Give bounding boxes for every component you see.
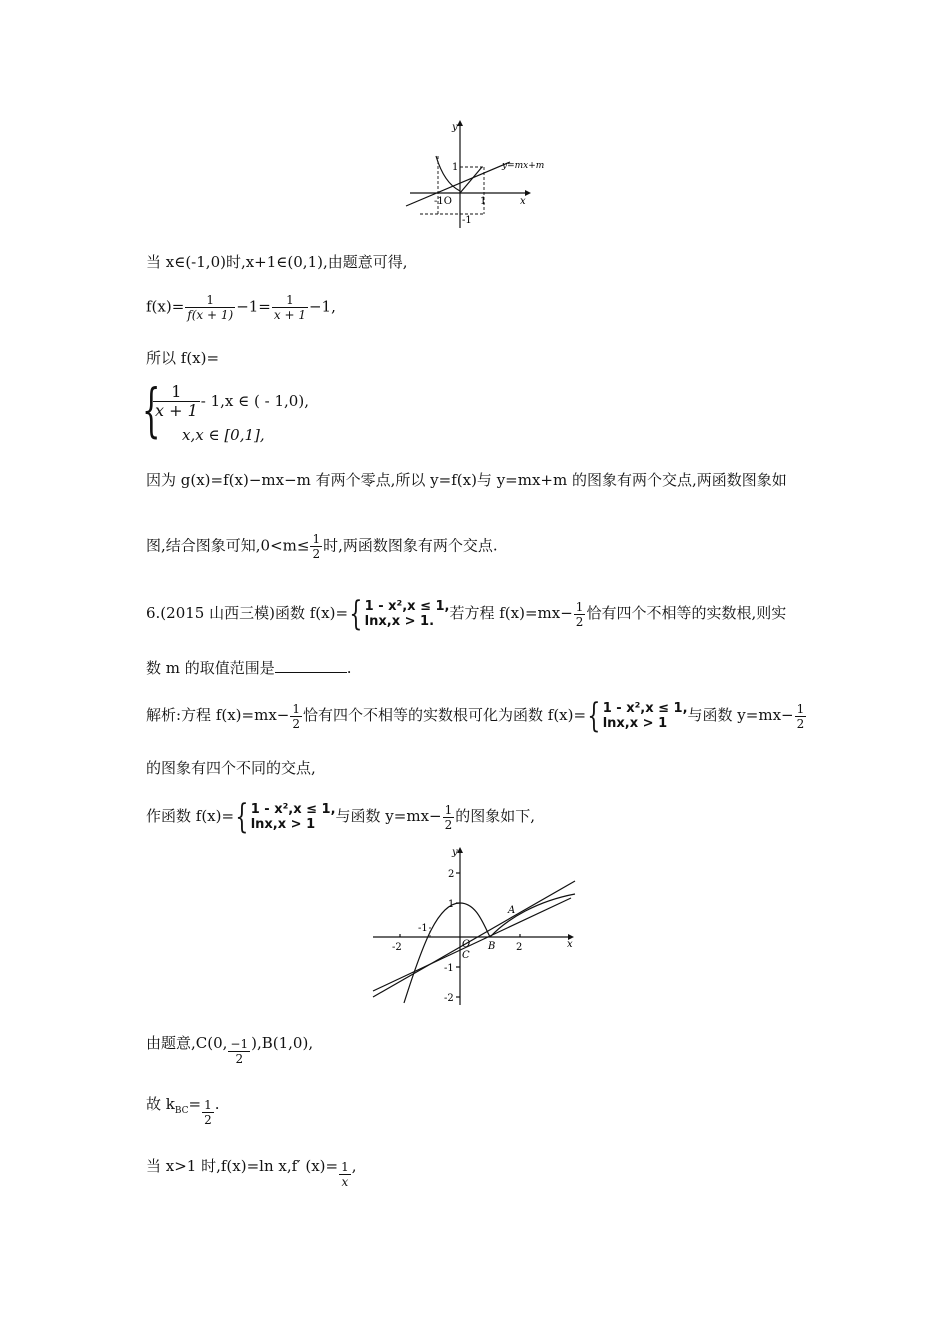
segment-y-x: [460, 167, 482, 193]
graph1-tick-one-y: 1: [452, 162, 459, 173]
frac-num: 1: [444, 802, 453, 817]
q6-tail: 恰有四个不相等的实数根,则实: [586, 604, 787, 622]
frac-den: 2: [312, 547, 321, 561]
fraction: [185, 293, 235, 322]
frac-den: x + 1: [155, 401, 198, 420]
graph2-tick-y-1: 1: [448, 899, 455, 910]
graph2-x-label: x: [567, 939, 573, 950]
question-6-b: [146, 658, 352, 678]
a3-lead: 作函数 f(x)=: [146, 807, 235, 825]
graph2-y-label: y: [452, 847, 458, 858]
piecewise: [251, 802, 336, 832]
graph1-line-label: y=mx+m: [502, 161, 545, 171]
para-2-mid: −1=: [236, 297, 271, 316]
a5-tail: .: [214, 1095, 220, 1113]
piecewise: [603, 701, 688, 731]
graph2-tick-x-2: 2: [516, 942, 523, 953]
frac-num: 1: [292, 701, 300, 716]
frac-num: 1: [575, 599, 584, 614]
graph1-tick-one-x: 1: [480, 196, 487, 207]
a5-subscript: BC: [174, 1106, 189, 1116]
answer-blank: [275, 658, 347, 673]
graph1-y-label: y: [452, 122, 458, 133]
frac-num: 1: [185, 293, 235, 308]
para-3-text: 所以 f(x)=: [146, 349, 220, 367]
graph1-tick-neg-one: -1: [462, 215, 472, 226]
para-1-text: 当 x∈(-1,0)时,x+1∈(0,1),由题意可得,: [146, 253, 408, 271]
question-6: [146, 594, 787, 634]
a5-lead: 故 k: [146, 1095, 175, 1113]
a2-text: 的图象有四个不同的交点,: [146, 759, 316, 777]
para-4: [146, 470, 787, 490]
case-1: 1 - x²,x ≤ 1,: [364, 599, 450, 614]
graph1-x-label: x: [520, 196, 526, 207]
line-tangent: [373, 898, 571, 991]
frac-num: 1: [153, 383, 200, 402]
graph1-tick-origin: -1O: [434, 196, 452, 207]
q6b-text: 数 m 的取值范围是: [146, 659, 275, 677]
frac-num: −1: [230, 1037, 249, 1051]
graph2-tick-y-neg2: -2: [444, 993, 454, 1004]
para-3: [146, 348, 219, 368]
fraction: [272, 293, 308, 322]
graph2-label-B: B: [488, 941, 496, 952]
graph2-label-O: O: [462, 939, 471, 950]
frac-num: 1: [796, 701, 805, 716]
case-2: lnx,x > 1.: [364, 614, 435, 629]
fraction: [574, 600, 586, 629]
fraction: [290, 702, 302, 731]
fraction: [443, 803, 455, 832]
fraction: [339, 1160, 351, 1189]
analysis-1: [146, 696, 807, 736]
analysis-3: [146, 797, 536, 837]
a3-mid: 与函数 y=mx−: [335, 807, 442, 825]
graph2-tick-y-neg1: -1: [444, 963, 454, 974]
frac-den: 2: [292, 716, 300, 731]
fraction: [310, 532, 322, 561]
frac-den: f(x + 1): [187, 308, 234, 322]
frac-den: x: [341, 1175, 349, 1189]
a6-lead: 当 x>1 时,f(x)=ln x,f′ (x)=: [146, 1157, 339, 1175]
brace-icon: {: [142, 376, 161, 444]
frac-den: 2: [204, 1113, 212, 1127]
frac-den: 2: [796, 716, 805, 731]
para-4-text: 因为 g(x)=f(x)−mx−m 有两个零点,所以 y=f(x)与 y=mx+m 的图象有两个交点,两函数图象如: [146, 471, 787, 489]
frac-den: 2: [575, 614, 584, 629]
a4-tail: ),B(1,0),: [251, 1034, 314, 1052]
graph2-label-A: A: [508, 905, 516, 916]
fraction: [153, 383, 200, 420]
graph-1: [400, 118, 560, 230]
brace-icon: {: [349, 594, 363, 634]
graph2-tick-y-2: 2: [448, 869, 455, 880]
a1-lead: 解析:方程 f(x)=mx−: [146, 706, 290, 724]
case-row-1-tail: - 1,x ∈ ( - 1,0),: [200, 392, 309, 410]
graph2-tick-x-neg1: -1: [418, 923, 428, 934]
a1-tail: 与函数 y=mx−: [687, 706, 794, 724]
analysis-5: [146, 1094, 220, 1127]
fraction: [795, 702, 807, 731]
graph2-tick-x-neg2: -2: [392, 942, 402, 953]
para-1: [146, 252, 408, 272]
a1-mid: 恰有四个不相等的实数根可化为函数 f(x)=: [303, 706, 587, 724]
fraction: [228, 1037, 250, 1066]
para-2-tail: −1,: [308, 297, 336, 316]
piecewise: [365, 599, 450, 629]
q6b-end: .: [346, 659, 352, 677]
a3-tail: 的图象如下,: [455, 807, 536, 825]
frac-num: 1: [312, 532, 321, 546]
case-1: 1 - x²,x ≤ 1,: [602, 701, 688, 716]
line-y-mx-half: [373, 881, 575, 997]
analysis-4: [146, 1033, 313, 1066]
para-5-tail: 时,两函数图象有两个交点.: [323, 536, 498, 555]
q6-lead: 6.(2015 山西三模)函数 f(x)=: [146, 604, 349, 622]
a5-mid: =: [188, 1095, 202, 1113]
frac-num: 1: [272, 293, 308, 308]
graph2-label-C: C: [462, 950, 470, 961]
brace-icon: {: [587, 696, 601, 736]
frac-den: 2: [235, 1052, 244, 1066]
frac-num: 1: [341, 1160, 349, 1174]
analysis-6: [146, 1156, 357, 1189]
para-2: [146, 293, 336, 322]
frac-num: 1: [204, 1098, 212, 1112]
curve-parabola: [404, 903, 490, 1003]
case-row-2: x,x ∈ [0,1],: [182, 426, 265, 444]
a4-lead: 由题意,C(0,: [146, 1034, 228, 1052]
graph-2: [368, 843, 583, 1008]
frac-den: x + 1: [273, 308, 306, 322]
para-5: [146, 532, 498, 561]
case-2: lnx,x > 1: [602, 716, 668, 731]
fraction: [202, 1098, 214, 1127]
case-2: lnx,x > 1: [250, 817, 316, 832]
frac-den: 2: [444, 817, 453, 832]
analysis-2: [146, 758, 316, 778]
para-2-lead: f(x)=: [146, 297, 185, 316]
para-5-lead: 图,结合图象可知,0<m≤: [146, 536, 310, 555]
brace-icon: {: [235, 797, 249, 837]
a6-tail: ,: [351, 1157, 357, 1175]
q6-mid: 若方程 f(x)=mx−: [449, 604, 573, 622]
case-1: 1 - x²,x ≤ 1,: [250, 802, 336, 817]
